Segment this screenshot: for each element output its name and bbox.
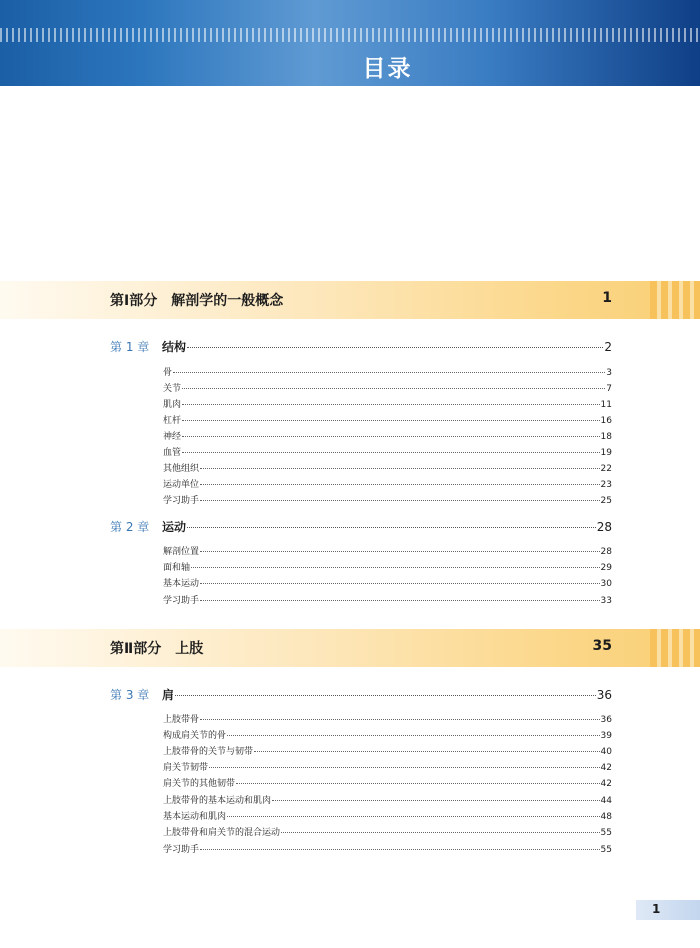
part-page-number: 1 xyxy=(602,290,612,306)
dot-leader xyxy=(191,567,600,568)
dot-leader xyxy=(227,816,600,817)
chapter-number: 第 3 章 xyxy=(110,688,150,702)
chapter-page-number: 28 xyxy=(596,520,612,534)
toc-chapter-entry[interactable] xyxy=(110,686,612,702)
section-title: 学习助手 xyxy=(163,845,200,855)
dot-leader xyxy=(182,404,600,405)
toc-chapter-entry[interactable] xyxy=(110,518,612,534)
part-banner xyxy=(0,281,700,319)
section-title: 肩关节的其他韧带 xyxy=(163,779,236,789)
dot-leader xyxy=(227,735,600,736)
dot-leader xyxy=(200,468,600,469)
section-page-number: 33 xyxy=(600,596,612,606)
toc-section-entry[interactable] xyxy=(163,560,612,573)
toc-section-entry[interactable] xyxy=(163,461,612,474)
toc-section-entry[interactable] xyxy=(163,413,612,426)
toc-section-entry[interactable] xyxy=(163,493,612,506)
dot-leader xyxy=(200,500,600,501)
toc-section-entry[interactable] xyxy=(163,760,612,773)
dot-leader xyxy=(272,800,600,801)
section-page-number: 48 xyxy=(600,812,612,822)
dot-leader xyxy=(209,767,600,768)
chapter-title: 运动 xyxy=(162,520,187,534)
section-title: 上肢带骨 xyxy=(163,715,200,725)
section-page-number: 30 xyxy=(600,579,612,589)
page-title: 目录 xyxy=(362,56,413,82)
dot-leader xyxy=(187,527,596,528)
dot-leader xyxy=(200,600,600,601)
toc-section-entry[interactable] xyxy=(163,593,612,606)
dot-leader xyxy=(175,695,596,696)
section-title: 学习助手 xyxy=(163,496,200,506)
section-page-number: 36 xyxy=(600,715,612,725)
section-title: 基本运动和肌肉 xyxy=(163,812,227,822)
part-page-number: 35 xyxy=(592,638,612,654)
part-title: 第Ⅰ部分 解剖学的一般概念 xyxy=(110,293,284,309)
dot-leader xyxy=(182,388,605,389)
banner-stripes xyxy=(650,281,700,319)
section-page-number: 16 xyxy=(600,416,612,426)
dot-leader xyxy=(254,751,600,752)
section-page-number: 55 xyxy=(600,828,612,838)
section-page-number: 22 xyxy=(600,464,612,474)
section-title: 上肢带骨的基本运动和肌肉 xyxy=(163,796,272,806)
dot-leader xyxy=(173,372,605,373)
section-title: 运动单位 xyxy=(163,480,200,490)
toc-section-entry[interactable] xyxy=(163,365,612,378)
section-page-number: 23 xyxy=(600,480,612,490)
section-page-number: 42 xyxy=(600,779,612,789)
section-title: 基本运动 xyxy=(163,579,200,589)
page-number: 1 xyxy=(652,902,661,916)
dot-leader xyxy=(200,719,600,720)
section-page-number: 19 xyxy=(600,448,612,458)
section-title: 其他组织 xyxy=(163,464,200,474)
section-title: 解剖位置 xyxy=(163,547,200,557)
section-title: 关节 xyxy=(163,384,182,394)
section-title: 构成肩关节的骨 xyxy=(163,731,227,741)
section-page-number: 18 xyxy=(600,432,612,442)
section-title: 杠杆 xyxy=(163,416,182,426)
chapter-number: 第 2 章 xyxy=(110,520,150,534)
dot-leader xyxy=(200,583,600,584)
toc-section-entry[interactable] xyxy=(163,744,612,757)
toc-section-entry[interactable] xyxy=(163,776,612,789)
dot-leader xyxy=(187,347,603,348)
toc-section-entry[interactable] xyxy=(163,544,612,557)
dot-leader xyxy=(281,832,600,833)
toc-section-entry[interactable] xyxy=(163,842,612,855)
chapter-title: 结构 xyxy=(162,340,187,354)
toc-section-entry[interactable] xyxy=(163,809,612,822)
toc-section-entry[interactable] xyxy=(163,793,612,806)
section-page-number: 3 xyxy=(606,368,612,378)
chapter-number: 第 1 章 xyxy=(110,340,150,354)
section-page-number: 42 xyxy=(600,763,612,773)
section-title: 肩关节韧带 xyxy=(163,763,209,773)
toc-section-entry[interactable] xyxy=(163,728,612,741)
section-title: 血管 xyxy=(163,448,182,458)
chapter-title: 肩 xyxy=(162,688,175,702)
part-banner xyxy=(0,629,700,667)
toc-section-entry[interactable] xyxy=(163,445,612,458)
section-page-number: 11 xyxy=(600,400,612,410)
toc-section-entry[interactable] xyxy=(163,397,612,410)
toc-chapter-entry[interactable] xyxy=(110,338,612,354)
dot-leader xyxy=(200,849,600,850)
toc-section-entry[interactable] xyxy=(163,825,612,838)
dot-leader xyxy=(236,783,600,784)
header-tick-pattern xyxy=(0,28,700,42)
toc-section-entry[interactable] xyxy=(163,712,612,725)
toc-section-entry[interactable] xyxy=(163,576,612,589)
page-header xyxy=(0,0,700,86)
section-page-number: 28 xyxy=(600,547,612,557)
dot-leader xyxy=(182,452,600,453)
section-title: 神经 xyxy=(163,432,182,442)
section-page-number: 25 xyxy=(600,496,612,506)
section-title: 肌肉 xyxy=(163,400,182,410)
section-page-number: 29 xyxy=(600,563,612,573)
chapter-page-number: 2 xyxy=(604,340,612,354)
section-title: 上肢带骨的关节与韧带 xyxy=(163,747,254,757)
section-title: 骨 xyxy=(163,368,173,378)
section-page-number: 39 xyxy=(600,731,612,741)
part-title: 第Ⅱ部分 上肢 xyxy=(110,641,204,657)
section-title: 上肢带骨和肩关节的混合运动 xyxy=(163,828,281,838)
dot-leader xyxy=(182,436,600,437)
page-number-tab xyxy=(636,900,700,920)
dot-leader xyxy=(200,551,600,552)
chapter-page-number: 36 xyxy=(596,688,612,702)
toc-section-entry[interactable] xyxy=(163,381,612,394)
section-page-number: 55 xyxy=(600,845,612,855)
toc-section-entry[interactable] xyxy=(163,429,612,442)
dot-leader xyxy=(182,420,600,421)
banner-stripes xyxy=(650,629,700,667)
section-page-number: 44 xyxy=(600,796,612,806)
section-title: 学习助手 xyxy=(163,596,200,606)
dot-leader xyxy=(200,484,600,485)
section-page-number: 7 xyxy=(606,384,612,394)
section-title: 面和轴 xyxy=(163,563,191,573)
toc-section-entry[interactable] xyxy=(163,477,612,490)
section-page-number: 40 xyxy=(600,747,612,757)
